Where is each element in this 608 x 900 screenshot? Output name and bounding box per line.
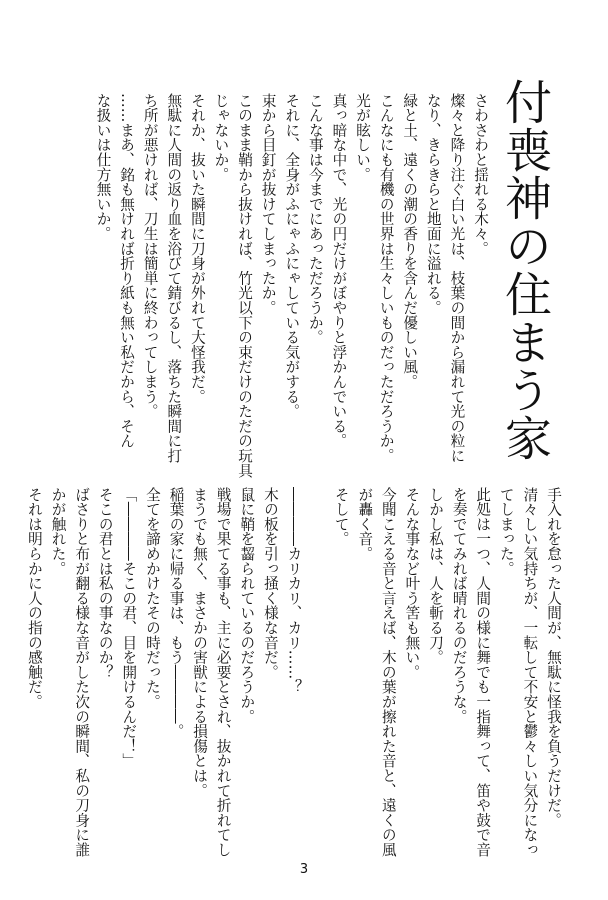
text-line: それか、抜いた瞬間に刀身が外れて大怪我だ。 — [188, 93, 206, 404]
text-line — [305, 487, 329, 832]
text-line: 「――――そこの君、目を開けるんだ！」 — [120, 487, 138, 769]
text-line: 木の板を引っ掻く様な音だ。 — [261, 487, 279, 680]
text-line: 燦々と降り注ぐ白い光は、枝葉の間から漏れて光の粒に — [448, 93, 466, 463]
text-line: なり、きらきらと地面に溢れる。 — [424, 93, 442, 315]
text-line: さわさわと揺れる木々。 — [472, 93, 489, 256]
text-line: こんな事は今までにあっただろうか。 — [306, 93, 324, 345]
text-line: が轟く音。 — [356, 487, 374, 561]
page-number: 3 — [299, 862, 309, 877]
text-line: このまま鞘から抜ければ、竹光以下の束だけのただの玩具 — [236, 93, 254, 478]
text-line: こんなにも有機の世界は生々しいものだっただろうか。 — [377, 93, 395, 463]
story-title: 付喪神の住まう家 — [497, 78, 552, 462]
text-line: を奏でてみれば晴れるのだろうな。 — [450, 487, 468, 724]
text-line: な扱いは仕方無いか。 — [94, 93, 112, 241]
text-line: じゃないか。 — [212, 93, 230, 182]
text-line: 此処は一つ、人間の様に舞でも一指舞って、笛や鼓で音 — [474, 487, 492, 857]
text-line: てしまった。 — [497, 487, 515, 576]
text-line: 光が眩しい。 — [354, 93, 372, 182]
text-line: 手入れを怠った人間が、無駄に怪我を負うだけだ。 — [545, 487, 562, 828]
text-line: 稲葉の家に帰る事は、もう――――。 — [167, 487, 185, 739]
text-line: しかし私は、人を斬る刀。 — [427, 487, 445, 665]
text-line: ――――カリカリ、カリ……？ — [285, 487, 303, 695]
text-line: それは明らかに人の指の感触だ。 — [25, 487, 43, 709]
text-line: 緑と土、遠くの潮の香りを含んだ優しい風。 — [401, 93, 419, 389]
text-line: そこの君とは私の事なのか？ — [96, 487, 114, 680]
text-line: 今聞こえる音と言えば、木の葉が擦れた音と、遠くの風 — [379, 487, 397, 857]
text-block-upper — [80, 93, 492, 478]
text-line: そんな事など叶う筈も無い。 — [403, 487, 421, 680]
text-block-lower — [25, 487, 565, 857]
text-line: 束から目釘が抜けてしまったか。 — [259, 93, 277, 315]
text-line: 真っ暗な中で、光の円だけがぼやりと浮かんでいる。 — [330, 93, 348, 449]
text-line: ち所が悪ければ、刀生は簡単に終わってしまう。 — [141, 93, 159, 419]
text-line: それに、全身がふにゃふにゃしている気がする。 — [283, 93, 301, 419]
text-line: 清々しい気持ちが、一転して不安と鬱々しい気分になっ — [521, 487, 539, 857]
text-line: 全てを諦めかけたその時だった。 — [143, 487, 161, 709]
text-line: そして。 — [332, 487, 350, 547]
text-line: ……まあ、銘も無ければ折り紙も無い私だから、そん — [118, 93, 136, 449]
text-line: 戦場で果てる事も、主に必要とされ、抜かれて折れてし — [214, 487, 232, 857]
text-line: 無駄に人間の返り血を浴びて錆びるし、落ちた瞬間に打 — [165, 93, 183, 463]
text-line: かが触れた。 — [49, 487, 67, 576]
text-line: ばさりと布が翻る様な音がした次の瞬間、私の刀身に誰 — [73, 487, 91, 857]
text-line: まうでも無く、まさかの害獣による損傷とは。 — [191, 487, 209, 798]
text-line: 鼠に鞘を齧られているのだろうか。 — [238, 487, 256, 724]
